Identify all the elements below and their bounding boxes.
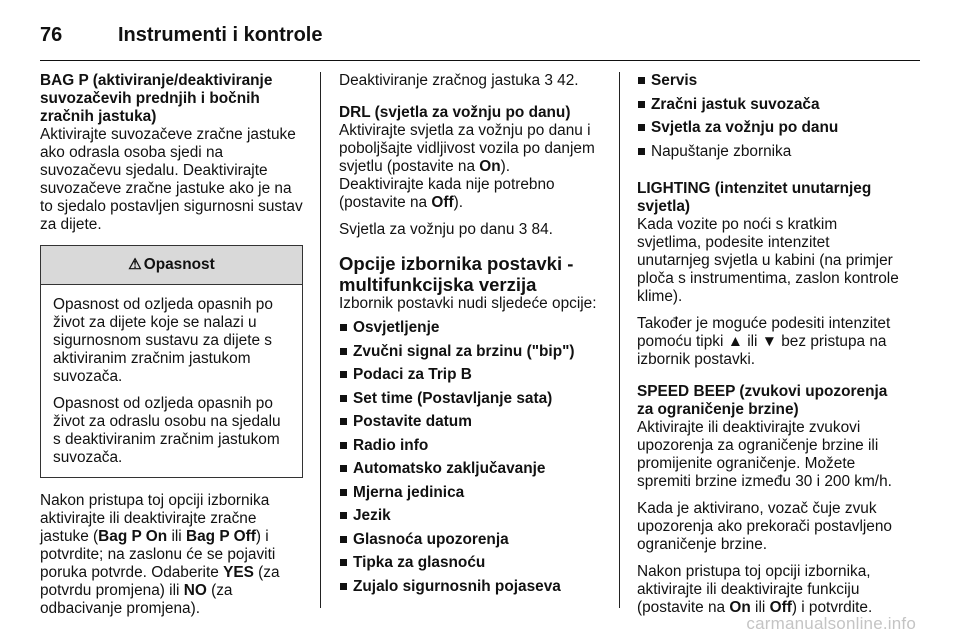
column-1 — [40, 72, 303, 618]
text-run: ). — [500, 158, 511, 175]
list-item: Set time (Postavljanje sata) — [339, 390, 604, 414]
on-label: On — [479, 158, 501, 175]
list-item: Napuštanje zbornika — [637, 143, 903, 167]
lighting-text-2 — [637, 315, 903, 369]
column-2 — [339, 72, 604, 601]
page-ref: 42. — [557, 72, 579, 89]
speed-beep-text-3 — [637, 563, 903, 617]
header-rule — [40, 60, 920, 61]
text-run: bez pristupa na izbornik postavki. — [637, 333, 887, 368]
text-run: ). — [453, 194, 464, 211]
watermark: carmanualsonline.info — [746, 614, 916, 633]
list-item: Glasnoća upozorenja — [339, 531, 604, 555]
warning-title: Opasnost — [143, 256, 215, 273]
list-item: Zujalo sigurnosnih pojaseva — [339, 578, 604, 602]
text-run: ili — [750, 599, 770, 616]
column-divider-2 — [619, 72, 620, 608]
list-item: Jezik — [339, 507, 604, 531]
text-run: Aktivirajte svjetla za vožnju po danu i poboljšajte vidljivost vozila po danjem svjetlu (postavite na — [339, 122, 595, 175]
settings-menu-heading: Opcije izbornika postavki - multifunkcijska verzija — [339, 253, 574, 295]
page-header — [40, 18, 920, 52]
yes-label: YES — [223, 564, 254, 581]
page-ref-arrow-icon: 3 — [518, 221, 528, 238]
page-ref: 84. — [531, 221, 553, 238]
text-run: Također je moguće podesiti intenzitet pomoću tipki — [637, 315, 891, 350]
text-run: Svjetla za vožnju po danu — [339, 221, 515, 238]
settings-menu-list — [339, 319, 604, 601]
text-run: ili — [742, 333, 762, 350]
bag-p-text: Aktivirajte suvozačeve zračne jastuke ako odrasla osoba sjedi na suvozačevu sjedalu. Deaktivirajte suvozačeve zračne jastuke ako je na to sjedalo postavljen sigurnosni sustav za dijete. — [40, 126, 303, 233]
bag-p-on-label: Bag P On — [98, 528, 168, 545]
lighting-heading: LIGHTING (intenzitet unutarnjeg svjetla) — [637, 180, 872, 215]
bag-p-heading: BAG P (aktiviranje/deaktiviranje suvozačevih prednjih i bočnih zračnih jastuka) — [40, 72, 273, 125]
column-divider-1 — [320, 72, 321, 608]
on-label: On — [729, 599, 751, 616]
off-label: Off — [431, 194, 454, 211]
warning-paragraph-2: Opasnost od ozljeda opasnih po život za odraslu osobu na sjedalu s deaktiviranim zračnim jastukom suvozača. — [53, 395, 281, 466]
list-item: Osvjetljenje — [339, 319, 604, 343]
text-run: (za potvrdu promjena) ili — [40, 564, 280, 599]
list-item: Automatsko zaključavanje — [339, 460, 604, 484]
text-run: ) i potvrdite; na zaslonu će se pojaviti poruka potvrde. Odaberite — [40, 528, 276, 581]
warning-paragraph-1: Opasnost od ozljeda opasnih po život za dijete koje se nalazi u sigurnosnom sustavu za dijete s aktiviranim zračnim jastukom suvozača. — [53, 296, 273, 385]
text-run: Deaktivirajte kada nije potrebno (postavite na — [339, 176, 555, 211]
speed-beep-heading: SPEED BEEP (zvukovi upozorenja za ograničenje brzine) — [637, 383, 888, 418]
airbag-deactivation-ref — [339, 72, 604, 90]
page-title: Instrumenti i kontrole — [118, 23, 323, 46]
up-arrow-icon: ▲ — [727, 333, 743, 350]
text-run: Nakon pristupa toj opciji izbornika aktivirajte ili deaktivirajte zračne jastuke ( — [40, 492, 270, 545]
text-run: Deaktiviranje zračnog jastuka — [339, 72, 541, 89]
list-item: Svjetla za vožnju po danu — [637, 119, 903, 143]
page-number: 76 — [40, 23, 63, 46]
off-label: Off — [769, 599, 792, 616]
warning-body — [41, 285, 302, 477]
drl-ref — [339, 221, 604, 239]
warning-triangle-icon: ⚠ — [128, 256, 142, 273]
drl-heading: DRL (svjetla za vožnju po danu) — [339, 104, 571, 121]
list-item: Zračni jastuk suvozača — [637, 96, 903, 120]
list-item: Servis — [637, 72, 903, 96]
bag-p-off-label: Bag P Off — [185, 528, 256, 545]
warning-box — [40, 245, 303, 478]
text-run: ili — [167, 528, 186, 545]
text-run: Nakon pristupa toj opciji izbornika, aktivirajte ili deaktivirajte funkciju (postavite na — [637, 563, 871, 616]
no-label: NO — [183, 582, 207, 599]
page-ref-arrow-icon: 3 — [544, 72, 553, 89]
text-run: (za odbacivanje promjena). — [40, 582, 233, 617]
settings-menu-intro: Izbornik postavki nudi sljedeće opcije: — [339, 295, 597, 312]
list-item: Podaci za Trip B — [339, 366, 604, 390]
list-item: Mjerna jedinica — [339, 484, 604, 508]
drl-text — [339, 122, 604, 212]
list-item: Postavite datum — [339, 413, 604, 437]
warning-header — [41, 246, 302, 285]
lighting-text: Kada vozite po noći s kratkim svjetlima, podesite intenzitet unutarnjeg svjetla u kabini (na primjer ploča s instrumentima, zaslon kontrole klime). — [637, 216, 899, 305]
settings-menu-list-continued — [637, 72, 903, 166]
speed-beep-text-2: Kada je aktivirano, vozač čuje zvuk upozorenja ako prekorači postavljeno ograničenje brzine. — [637, 500, 892, 553]
list-item: Tipka za glasnoću — [339, 554, 604, 578]
list-item: Zvučni signal za brzinu ("bip") — [339, 343, 604, 367]
column-3 — [637, 72, 903, 617]
speed-beep-text: Aktivirajte ili deaktivirajte zvukovi upozorenja za ograničenje brzine ili promijenite ograničenje. Možete spremiti brzine između 30 i 200 km/h. — [637, 419, 892, 490]
bag-p-instructions — [40, 492, 303, 618]
list-item: Radio info — [339, 437, 604, 461]
text-run: ) i potvrdite. — [791, 599, 873, 616]
down-arrow-icon: ▼ — [761, 333, 777, 350]
